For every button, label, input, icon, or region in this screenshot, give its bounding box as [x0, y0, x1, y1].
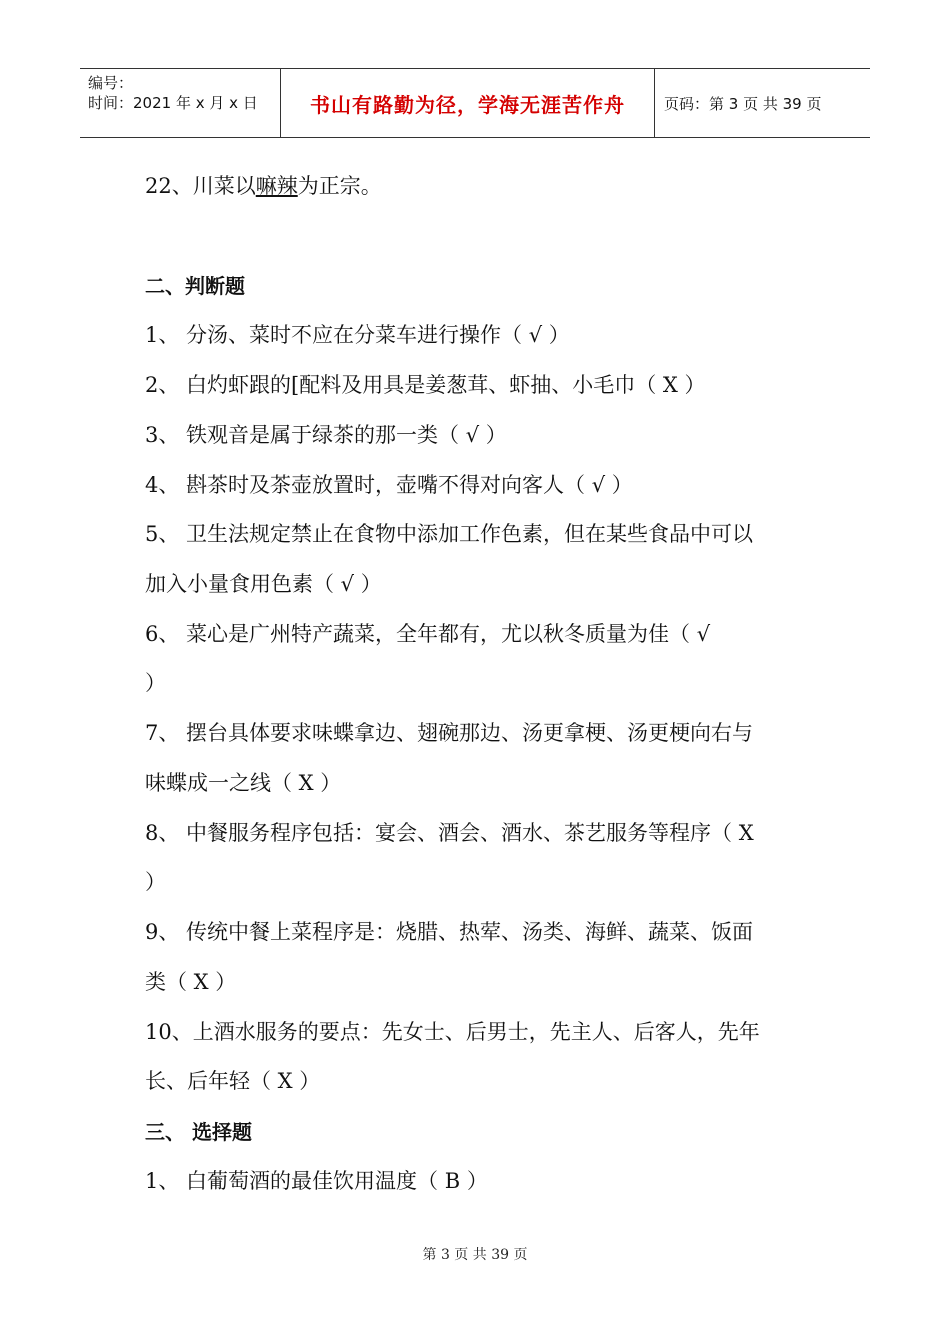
judgment-item-7-line1: 7、 摆台具体要求味蝶拿边、翅碗那边、汤更拿梗、汤更梗向右与	[145, 721, 754, 745]
judgment-item-10-line2: 长、后年轻（ X ）	[145, 1069, 321, 1093]
time-label: 时间：2021 年 x 月 x 日	[88, 94, 258, 112]
page-info-text: 页码：第 3 页 共 39 页	[664, 94, 822, 113]
judgment-item-2: 2、 白灼虾跟的[配料及用具是姜葱茸、虾抽、小毛巾（ X ）	[145, 373, 706, 397]
judgment-item-9-line1: 9、 传统中餐上菜程序是：烧腊、热荤、汤类、海鲜、蔬菜、饭面	[145, 920, 754, 944]
judgment-item-8-line1: 8、 中餐服务程序包括：宴会、酒会、酒水、茶艺服务等程序（ X	[145, 821, 754, 845]
judgment-item-6-line2: ）	[145, 671, 166, 695]
judgment-item-7-line2: 味蝶成一之线（ X ）	[145, 771, 342, 795]
judgment-item-1: 1、 分汤、菜时不应在分菜车进行操作（ √ ）	[145, 323, 570, 347]
underlined-answer: 嘛辣	[255, 174, 298, 198]
judgment-item-6-line1: 6、 菜心是广州特产蔬菜，全年都有，尤以秋冬质量为佳（ √	[145, 622, 711, 646]
header-page-info	[655, 69, 870, 137]
text-span: 22、川菜以	[145, 174, 256, 198]
text-span: 为正宗。	[297, 174, 382, 198]
number-label: 编号：	[88, 74, 134, 92]
header-meta	[80, 69, 281, 137]
judgment-item-8-line2: ）	[145, 870, 166, 894]
page-header	[80, 68, 870, 138]
judgment-item-5-line1: 5、 卫生法规定禁止在食物中添加工作色素，但在某些食品中可以	[145, 522, 754, 546]
header-motto: 书山有路勤为径，学海无涯苦作舟	[310, 92, 625, 117]
section-heading-choice: 三、 选择题	[145, 1120, 252, 1144]
judgment-item-5-line2: 加入小量食用色素（ √ ）	[145, 572, 382, 596]
judgment-item-4: 4、 斟茶时及茶壶放置时，壶嘴不得对向客人（ √ ）	[145, 473, 633, 497]
header-motto-cell	[281, 69, 655, 137]
text-line-22	[145, 172, 382, 200]
judgment-item-3: 3、 铁观音是属于绿茶的那一类（ √ ）	[145, 423, 507, 447]
choice-item-1: 1、 白葡萄酒的最佳饮用温度（ B ）	[145, 1169, 488, 1193]
judgment-item-9-line2: 类（ X ）	[145, 970, 237, 994]
page-footer: 第 3 页 共 39 页	[422, 1247, 528, 1263]
section-heading-judgment: 二、判断题	[145, 274, 245, 298]
judgment-item-10-line1: 10、上酒水服务的要点：先女士、后男士，先主人、后客人，先年	[145, 1020, 760, 1044]
